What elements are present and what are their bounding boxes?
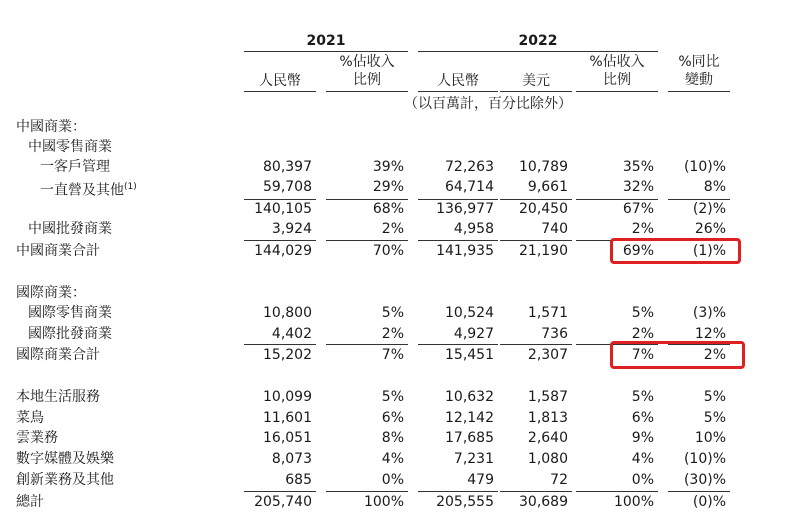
unit-note: （以百萬計，百分比除外） [404,96,572,112]
cell-rmb-2022: 136,977 [436,201,494,217]
col-pct-2022-header-line1: %佔收入 [589,54,645,70]
cell-usd-2022: 2,640 [527,430,568,446]
cell-usd-2022: 1,080 [527,451,568,467]
cell-usd-2022: 21,190 [519,243,568,259]
row-label: 國際商業合計 [16,347,100,363]
total-rule [500,240,572,241]
cell-pct-2021: 39% [372,159,404,175]
total-rule [244,240,316,241]
cell-rmb-2021: 80,397 [263,159,312,175]
cell-rmb-2022: 10,632 [445,389,494,405]
col-pct-2022-header-line2: 比例 [603,72,631,88]
cell-pct-2022: 4% [631,451,654,467]
row-label: 雲業務 [16,430,58,446]
cell-pct-2022: 35% [622,159,654,175]
col-underline [418,91,498,92]
cell-rmb-2022: 479 [467,472,494,488]
total-rule [244,344,316,345]
row-label: 總計 [16,494,44,510]
grand-total-rule [418,491,498,492]
cell-rmb-2022: 10,524 [445,305,494,321]
cell-pct-2022: 32% [622,179,654,195]
cell-rmb-2021: 685 [285,472,312,488]
cell-rmb-2021: 11,601 [263,410,312,426]
cell-rmb-2021: 144,029 [254,243,312,259]
col-yoy-header-line2: 變動 [685,72,713,88]
col-pct-2021-header-line1: %佔收入 [339,54,395,70]
row-label: 創新業務及其他 [16,472,114,488]
cell-pct-2021: 4% [381,451,404,467]
section-china-commerce: 中國商業： [16,119,86,135]
cell-rmb-2021: 15,202 [263,347,312,363]
cell-rmb-2022: 4,927 [453,326,494,342]
cell-rmb-2021: 16,051 [263,430,312,446]
cell-rmb-2021: 205,740 [254,494,312,510]
col-underline [500,91,572,92]
section-intl-commerce: 國際商業： [16,285,86,301]
cell-usd-2022: 1,571 [527,305,568,321]
cell-yoy: 5% [703,389,726,405]
col-yoy-header-line1: %同比 [678,54,720,70]
row-label: 一客戶管理 [40,159,110,175]
cell-pct-2022: 5% [631,305,654,321]
cell-yoy: 10% [694,430,726,446]
cell-usd-2022: 1,813 [527,410,568,426]
row-label: 中國商業合計 [16,243,100,259]
footnote-marker: (1) [124,182,137,192]
year-2022-underline [418,51,658,52]
cell-usd-2022: 2,307 [527,347,568,363]
cell-rmb-2021: 10,099 [263,389,312,405]
col-usd-2022-header: 美元 [522,73,550,89]
cell-pct-2022: 2% [631,221,654,237]
grand-total-rule [576,491,658,492]
cell-pct-2022: 6% [631,410,654,426]
grand-total-rule [244,491,316,492]
cell-rmb-2021: 4,402 [271,326,312,342]
cell-pct-2022: 5% [631,389,654,405]
year-2022-header: 2022 [518,33,558,49]
total-rule [418,240,498,241]
cell-pct-2022: 7% [631,347,654,363]
col-rmb-2022-header: 人民幣 [437,73,479,89]
grand-total-rule [500,491,572,492]
col-rmb-2021-header: 人民幣 [259,73,301,89]
cell-usd-2022: 740 [541,221,568,237]
cell-usd-2022: 10,789 [519,159,568,175]
cell-yoy: (0)% [692,494,726,510]
cell-rmb-2022: 15,451 [445,347,494,363]
cell-yoy: (30)% [683,472,726,488]
col-underline [668,91,730,92]
cell-pct-2022: 2% [631,326,654,342]
cell-rmb-2022: 4,958 [453,221,494,237]
cell-yoy: 2% [703,347,726,363]
row-label: 一直營及其他$^{(1)}$ [40,182,137,199]
cell-pct-2021: 8% [381,430,404,446]
cell-usd-2022: 20,450 [519,201,568,217]
cell-pct-2021: 70% [372,243,404,259]
col-pct-2021-header-line2: 比例 [353,72,381,88]
cell-rmb-2022: 64,714 [445,179,494,195]
cell-pct-2021: 7% [381,347,404,363]
col-underline [326,91,408,92]
cell-rmb-2022: 12,142 [445,410,494,426]
cell-pct-2022: 67% [622,201,654,217]
cell-pct-2021: 0% [381,472,404,488]
cell-yoy: (10)% [683,159,726,175]
cell-rmb-2021: 10,800 [263,305,312,321]
cell-pct-2021: 29% [372,179,404,195]
cell-yoy: (10)% [683,451,726,467]
cell-pct-2021: 2% [381,326,404,342]
highlight-intl-total [610,341,745,369]
cell-yoy: 8% [703,179,726,195]
cell-pct-2021: 2% [381,221,404,237]
cell-pct-2022: 69% [622,243,654,259]
cell-pct-2021: 6% [381,410,404,426]
cell-rmb-2022: 141,935 [436,243,494,259]
cell-rmb-2022: 17,685 [445,430,494,446]
cell-yoy: (1)% [692,243,726,259]
cell-rmb-2021: 3,924 [271,221,312,237]
col-underline [576,91,658,92]
row-label: 本地生活服務 [16,389,100,405]
cell-pct-2021: 5% [381,389,404,405]
cell-usd-2022: 30,689 [519,494,568,510]
cell-rmb-2021: 59,708 [263,179,312,195]
cell-pct-2022: 100% [613,494,654,510]
cell-pct-2022: 0% [631,472,654,488]
cell-yoy: (3)% [692,305,726,321]
cell-pct-2022: 9% [631,430,654,446]
year-2021-underline [244,51,408,52]
grand-total-rule [326,491,408,492]
total-rule [326,240,408,241]
total-rule [500,344,572,345]
row-label: 國際批發商業 [28,326,112,342]
col-underline [244,91,316,92]
cell-usd-2022: 72 [550,472,568,488]
row-label: 國際零售商業 [28,305,112,321]
cell-yoy: (2)% [692,201,726,217]
row-label: 數字媒體及娛樂 [16,451,114,467]
cell-rmb-2021: 8,073 [271,451,312,467]
cell-yoy: 26% [694,221,726,237]
cell-usd-2022: 9,661 [527,179,568,195]
total-rule [418,344,498,345]
cell-yoy: 5% [703,410,726,426]
highlight-china-total [610,238,741,264]
cell-rmb-2021: 140,105 [254,201,312,217]
total-rule [326,344,408,345]
cell-usd-2022: 1,587 [527,389,568,405]
cell-rmb-2022: 205,555 [436,494,494,510]
cell-rmb-2022: 72,263 [445,159,494,175]
cell-pct-2021: 68% [372,201,404,217]
row-label: 菜鳥 [16,410,44,426]
cell-pct-2021: 100% [363,494,404,510]
year-2021-header: 2021 [306,33,346,49]
grand-total-rule [668,491,730,492]
cell-yoy: 12% [694,326,726,342]
cell-pct-2021: 5% [381,305,404,321]
cell-rmb-2022: 7,231 [453,451,494,467]
row-label: 中國批發商業 [28,221,112,237]
cell-usd-2022: 736 [541,326,568,342]
section-china-retail: 中國零售商業 [28,139,112,155]
